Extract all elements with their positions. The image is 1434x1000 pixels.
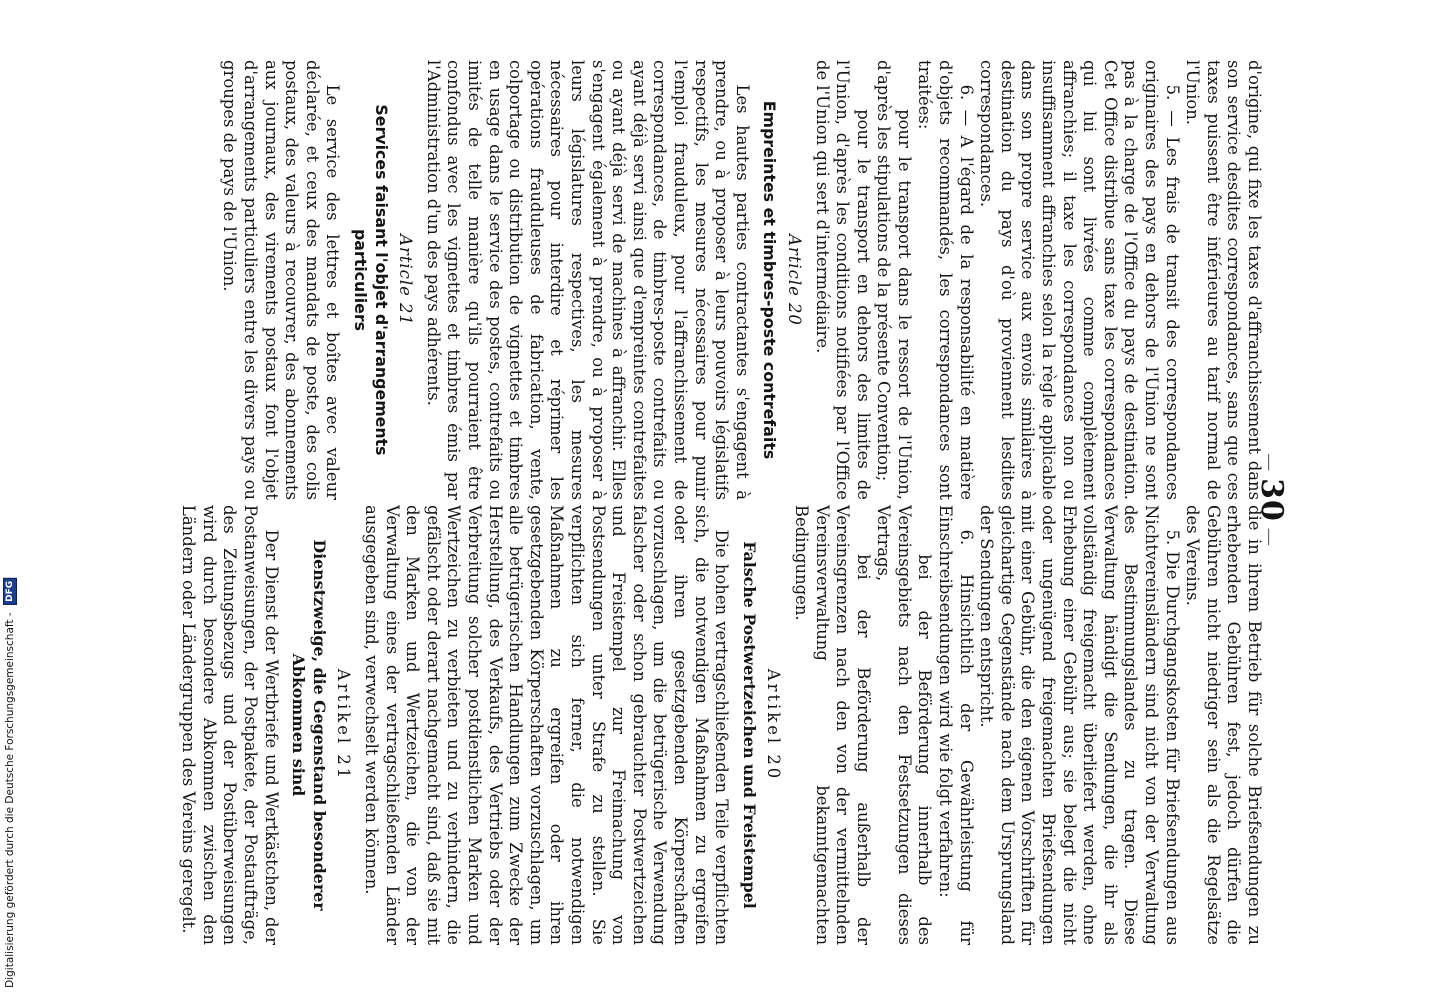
de-article-20-heading: Falsche Postwertzeichen und Freistempel [739, 541, 759, 909]
de-paragraph: 6. Hinsichtlich der Gewährleistung für Einschreibsendungen wird wie folgt verfahren: [936, 505, 976, 945]
de-paragraph: bei der Beförderung außerhalb der Vereinsgrenzen nach den von der vermittelnden Vereinsverwaltung bekanntgemachten Bedingungen. [791, 505, 873, 945]
french-column [219, 60, 1264, 500]
fr-article-21-text: Le service des lettres et boîtes avec valeur déclarée, et ceux des mandats de poste, des colis postaux, des valeurs à recouvrer, des abonnements aux journaux, des virements postaux font l'objet d'arrangements particuliers entre les divers pays ou groupes de pays de l'Union. [220, 60, 343, 500]
fr-article-21-title: Article 21 [396, 234, 416, 326]
footer-credit [3, 578, 17, 988]
fr-article-20-title: Article 20 [784, 234, 804, 326]
fr-paragraph: 6. — A l'égard de la responsabilité en matière d'objets recommandés, les correspondances sont traitées: [915, 60, 976, 500]
page-number: —30— [1254, 453, 1289, 547]
de-paragraph: bei der Beförderung innerhalb des Vereinsgebiets nach den Festsetzungen dieses Vertrags, [874, 505, 935, 945]
de-article-21-heading: Dienstzweige, die Gegenstand besonderer Abkommen sind [289, 539, 329, 911]
de-article-20-text: Die hohen vertragschließenden Teile verpflichten sich, die notwendigen Maßnahmen zu ergreifen oder ihren gesetzgebenden Körperschaften vorzuschlagen, um die betrügerische Verwendung falscher oder schon gebrauchter Postwertzeichen und Freistempel zur Freimachung von Postsendungen unter Strafe zu stellen. Sie verpflichten sich ferner, die notwendigen Maßnahmen zu ergreifen oder ihren gesetzgebenden Körperschaften vorzuschlagen, um alle betrügerischen Handlungen zum Zwecke der Herstellung, des Verkaufs, des Vertriebs oder der Verbreitung solcher postdienstlichen Marken und Wertzeichen zu verbieten und zu verhindern, die gefälscht oder derart nachgemacht sind, daß sie mit den Marken und Wertzeichen, die von der Verwaltung eines der vertragschließenden Länder ausgegeben sind, verwechselt werden können. [362, 505, 732, 945]
de-paragraph: die in ihrem Betrieb für solche Briefsendungen zu erhebenden Gebühren fest, jedoch dürfen die Gebühren nicht niedriger sein als die Regelsätze des Vereins. [1183, 505, 1264, 945]
fr-paragraph: pour le transport en dehors des limites de l'Union, d'après les conditions notifiées par l'Office de l'Union qui sert d'intermédiaire. [812, 60, 873, 500]
fr-article-21-heading: Services faisant l'objet d'arrangements particuliers [351, 104, 391, 456]
fr-paragraph: pour le transport dans le ressort de l'Union, d'après les stipulations de la présente Convention; [874, 60, 914, 500]
dfg-logo-icon: DFG [3, 578, 17, 605]
fr-paragraph: d'origine, qui fixe les taxes d'affranchissement dans son service desdites correspondances, sans que ces taxes puissent être inférieures au tarif normal de l'Union. [1183, 60, 1264, 500]
fr-article-20-text: Les hautes parties contractantes s'engagent à prendre, ou à proposer à leurs pouvoirs législatifs respectifs, les mesures nécessaires pour punir l'emploi frauduleux, pour l'affranchissement de correspondances, de timbres-poste contrefaits ou ayant déjà servi ainsi que d'empreintes contrefaites ou ayant déjà servi de machines à affranchir. Elles s'engagent également à prendre, ou à proposer à leurs législatures respectives, les mesures nécessaires pour interdire et réprimer les opérations frauduleuses de fabrication, vente, colportage ou distribution de vignettes et timbres en usage dans le service des postes, contrefaits ou imités de telle manière qu'ils pourraient être confondus avec les vignettes et timbres émis par l'Administration d'un des pays adhérents. [423, 60, 752, 500]
de-article-20-title: Artikel 20 [764, 668, 784, 782]
fr-article-20-heading: Empreintes et timbres-poste contrefaits [760, 100, 780, 460]
de-article-21-text: Der Dienst der Wertbriefe und Wertkästchen, der Postanweisungen, der Postpakete, der Postaufträge, des Zeitungsbezugs und der Postüberweisungen wird durch besondere Abkommen zwischen den Ländern oder Ländergruppen des Vereins geregelt. [179, 505, 281, 945]
footer-credit-text: Digitalisierung gefördert durch die Deutsche Forschungsgemeinschaft - [4, 612, 16, 988]
fr-paragraph: 5. — Les frais de transit des correspondances originaires des pays en dehors de l'Union ne sont pas à la charge de l'Office du pays de destination. Cet Office distribue sans taxe les correspondances qui lui sont livrées comme complètement affranchies; il taxe les correspondances non ou insuffisamment affranchies selon la règle applicable dans son propre service aux envois similaires à destination du pays d'où proviennent lesdites correspondances. [977, 60, 1182, 500]
de-paragraph: 5. Die Durchgangskosten für Briefsendungen aus Nichtvereinsländern sind nicht von der Verwaltung des Bestimmungslandes zu tragen. Diese Verwaltung händigt die Sendungen, die ihr als vollständig freigemacht überliefert werden, ohne Erhebung einer Gebühr aus; sie belegt die nicht oder ungenügend freigemachten Briefsendungen mit einer Gebühr, die den eigenen Vorschriften für gleichartige Gegenstände nach dem Ursprungsland der Sendungen entspricht. [977, 505, 1182, 945]
german-column [178, 505, 1264, 945]
de-article-21-title: Artikel 21 [334, 668, 354, 782]
page-number-value: 30 [1254, 478, 1289, 522]
digitization-footer [0, 0, 30, 1000]
